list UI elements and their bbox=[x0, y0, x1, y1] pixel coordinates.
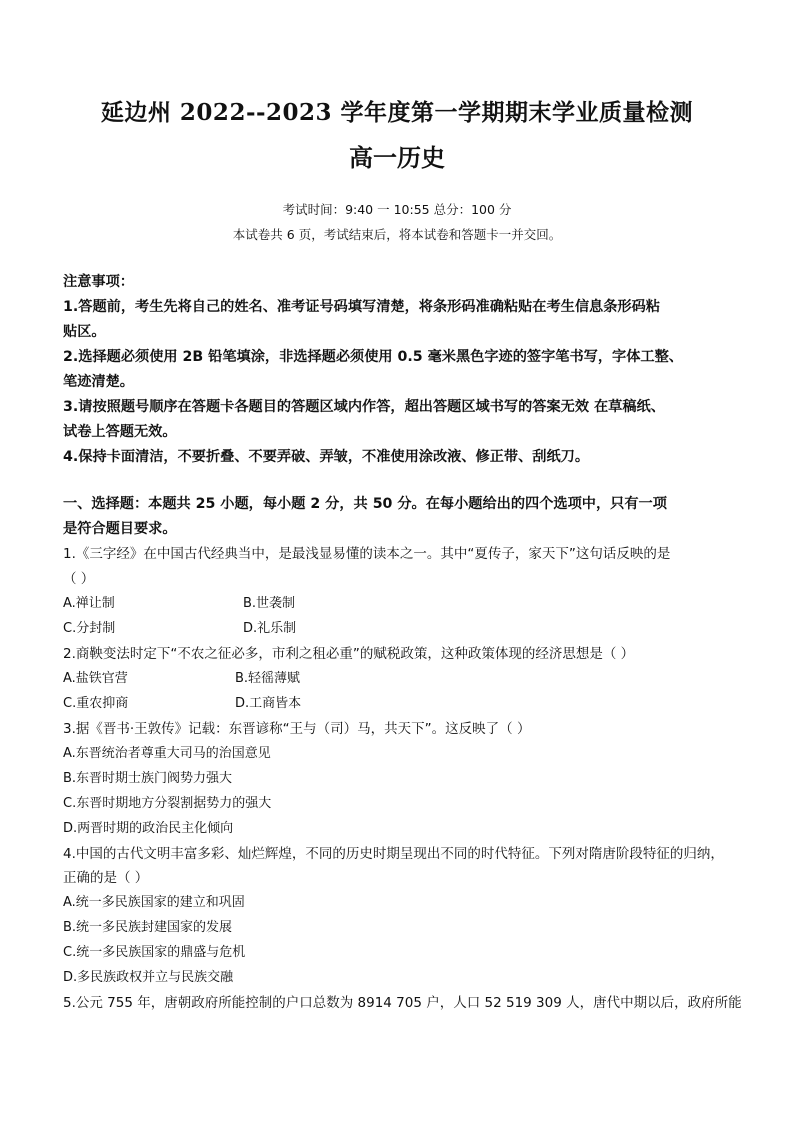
notice-heading: 注意事项： bbox=[63, 274, 134, 290]
question-2-option-a: A.盐铁官营 bbox=[63, 671, 128, 686]
question-4-option-d: D.多民族政权并立与民族交融 bbox=[63, 970, 234, 985]
notice-item-1-line-2: 贴区。 bbox=[63, 324, 106, 340]
notice-item-4: 4.保持卡面清洁，不要折叠、不要弄破、弄皱，不准使用涂改液、修正带、刮纸刀。 bbox=[63, 449, 590, 465]
section-heading-line-1: 一、选择题：本题共 25 小题，每小题 2 分，共 50 分。在每小题给出的四个选项中，只有一项 bbox=[63, 496, 667, 512]
exam-subject: 高一历史 bbox=[349, 143, 445, 172]
notice-item-2-line-2: 笔迹清楚。 bbox=[63, 374, 134, 390]
question-3-option-a: A.东晋统治者尊重大司马的治国意见 bbox=[63, 746, 271, 761]
question-3-option-c: C.东晋时期地方分裂割据势力的强大 bbox=[63, 796, 272, 811]
question-3-option-d: D.两晋时期的政治民主化倾向 bbox=[63, 821, 234, 836]
question-4-stem-line-2: 正确的是（ ） bbox=[63, 870, 149, 886]
question-4-option-b: B.统一多民族封建国家的发展 bbox=[63, 920, 233, 935]
section-heading-line-2: 是符合题目要求。 bbox=[63, 521, 177, 537]
notice-item-2-line-1: 2.选择题必须使用 2B 铅笔填涂，非选择题必须使用 0.5 毫米黑色字迹的签字笔书写，字体工整、 bbox=[63, 349, 683, 365]
exam-note: 本试卷共 6 页，考试结束后，将本试卷和答题卡一并交回。 bbox=[232, 227, 562, 242]
notice-item-1-line-1: 1.答题前，考生先将自己的姓名、准考证号码填写清楚，将条形码准确粘贴在考生信息条形码粘 bbox=[63, 299, 660, 315]
exam-time: 考试时间：9:40 一 10:55 总分：100 分 bbox=[282, 202, 512, 217]
question-4-option-a: A.统一多民族国家的建立和巩固 bbox=[63, 895, 245, 910]
question-5-stem: 5.公元 755 年，唐朝政府所能控制的户口总数为 8914 705 户，人口 52 519 309 人，唐代中期以后，政府所能 bbox=[63, 995, 742, 1011]
question-1-option-b: B.世袭制 bbox=[243, 596, 296, 611]
question-1-option-d: D.礼乐制 bbox=[243, 621, 297, 636]
question-2-option-b: B.轻徭薄赋 bbox=[235, 671, 301, 686]
notice-item-3-line-1: 3.请按照题号顺序在答题卡各题目的答题区域内作答，超出答题区域书写的答案无效 在草稿纸、 bbox=[63, 399, 665, 415]
question-3-stem: 3.据《晋书·王敦传》记载：东晋谚称“王与（司）马，共天下”。这反映了（ ） bbox=[63, 721, 531, 737]
question-1-option-a: A.禅让制 bbox=[63, 596, 115, 611]
notice-item-3-line-2: 试卷上答题无效。 bbox=[63, 424, 177, 440]
question-1-option-c: C.分封制 bbox=[63, 621, 116, 636]
question-1-stem-line-1: 1.《三字经》在中国古代经典当中，是最浅显易懂的读本之一。其中“夏传子，家天下”这句话反映的是 bbox=[63, 546, 671, 562]
question-2-option-d: D.工商皆本 bbox=[235, 696, 302, 711]
exam-title: 延边州 2022--2023 学年度第一学期期末学业质量检测 bbox=[100, 99, 694, 126]
question-1-stem-line-2: （ ） bbox=[63, 571, 95, 587]
question-2-option-c: C.重农抑商 bbox=[63, 696, 129, 711]
question-4-option-c: C.统一多民族国家的鼎盛与危机 bbox=[63, 945, 246, 960]
question-3-option-b: B.东晋时期士族门阀势力强大 bbox=[63, 771, 233, 786]
question-2-stem: 2.商鞅变法时定下“不农之征必多，市利之租必重”的赋税政策，这种政策体现的经济思想是（ ） bbox=[63, 646, 635, 662]
question-4-stem-line-1: 4.中国的古代文明丰富多彩、灿烂辉煌，不同的历史时期呈现出不同的时代特征。下列对隋唐阶段特征的归纳， bbox=[63, 846, 724, 862]
